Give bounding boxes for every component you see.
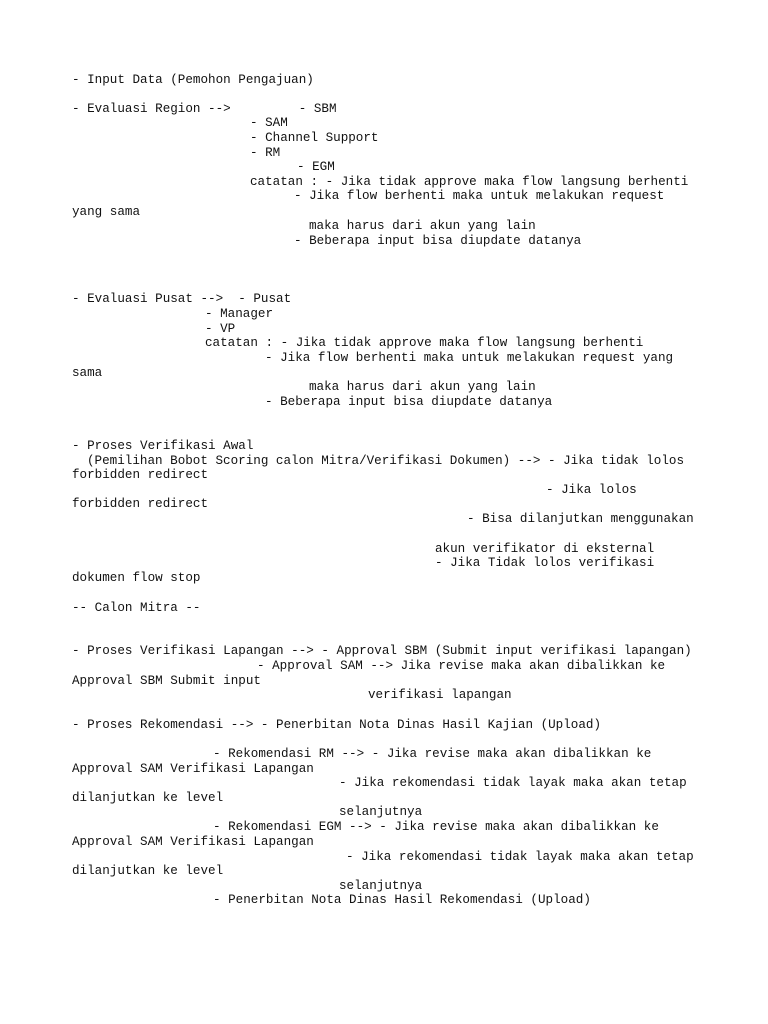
text-line: - Proses Verifikasi Lapangan --> - Approval SBM (Submit input verifikasi lapangan): [72, 644, 692, 658]
text-line: - Beberapa input bisa diupdate datanya: [294, 234, 582, 248]
text-line: - Bisa dilanjutkan menggunakan: [467, 512, 694, 526]
text-line: - Jika rekomendasi tidak layak maka akan tetap: [339, 776, 687, 790]
text-line: - Proses Verifikasi Awal: [72, 439, 254, 453]
text-line: akun verifikator di eksternal: [435, 542, 655, 556]
text-line: sama: [72, 366, 103, 380]
text-line: - Channel Support: [250, 131, 379, 145]
text-line: - Rekomendasi RM --> - Jika revise maka akan dibalikkan ke: [213, 747, 652, 761]
text-line: dokumen flow stop: [72, 571, 201, 585]
text-line: Approval SAM Verifikasi Lapangan: [72, 835, 314, 849]
text-line: - RM: [250, 146, 281, 160]
text-line: yang sama: [72, 205, 141, 219]
text-line: dilanjutkan ke level: [72, 864, 224, 878]
text-line: - Rekomendasi EGM --> - Jika revise maka akan dibalikkan ke: [213, 820, 659, 834]
text-line: - Proses Rekomendasi --> - Penerbitan Nota Dinas Hasil Kajian (Upload): [72, 718, 602, 732]
text-line: Approval SAM Verifikasi Lapangan: [72, 762, 314, 776]
text-line: - Jika flow berhenti maka untuk melakukan request: [294, 189, 665, 203]
text-line: -- Calon Mitra --: [72, 601, 201, 615]
text-line: - Jika flow berhenti maka untuk melakukan request yang: [265, 351, 674, 365]
text-line: catatan : - Jika tidak approve maka flow langsung berhenti: [205, 336, 644, 350]
text-line: - Beberapa input bisa diupdate datanya: [265, 395, 553, 409]
text-line: - Approval SAM --> Jika revise maka akan dibalikkan ke: [257, 659, 666, 673]
text-line: - Jika rekomendasi tidak layak maka akan tetap: [346, 850, 694, 864]
text-line: forbidden redirect: [72, 468, 209, 482]
text-line: - Jika lolos: [546, 483, 637, 497]
text-line: - Evaluasi Pusat --> - Pusat: [72, 292, 292, 306]
text-line: - EGM: [297, 160, 335, 174]
text-line: - Input Data (Pemohon Pengajuan): [72, 73, 314, 87]
text-line: - Jika Tidak lolos verifikasi: [435, 556, 655, 570]
text-line: (Pemilihan Bobot Scoring calon Mitra/Verifikasi Dokumen) --> - Jika tidak lolos: [87, 454, 685, 468]
text-line: Approval SBM Submit input: [72, 674, 261, 688]
text-line: verifikasi lapangan: [368, 688, 512, 702]
text-line: dilanjutkan ke level: [72, 791, 224, 805]
text-line: catatan : - Jika tidak approve maka flow langsung berhenti: [250, 175, 689, 189]
text-line: - VP: [205, 322, 236, 336]
text-line: selanjutnya: [339, 805, 423, 819]
text-line: maka harus dari akun yang lain: [309, 219, 536, 233]
text-line: - Penerbitan Nota Dinas Hasil Rekomendasi (Upload): [213, 893, 591, 907]
text-line: - SAM: [250, 116, 288, 130]
text-line: selanjutnya: [339, 879, 423, 893]
text-line: forbidden redirect: [72, 497, 209, 511]
text-line: - Evaluasi Region --> - SBM: [72, 102, 337, 116]
text-line: - Manager: [205, 307, 274, 321]
text-line: maka harus dari akun yang lain: [309, 380, 536, 394]
